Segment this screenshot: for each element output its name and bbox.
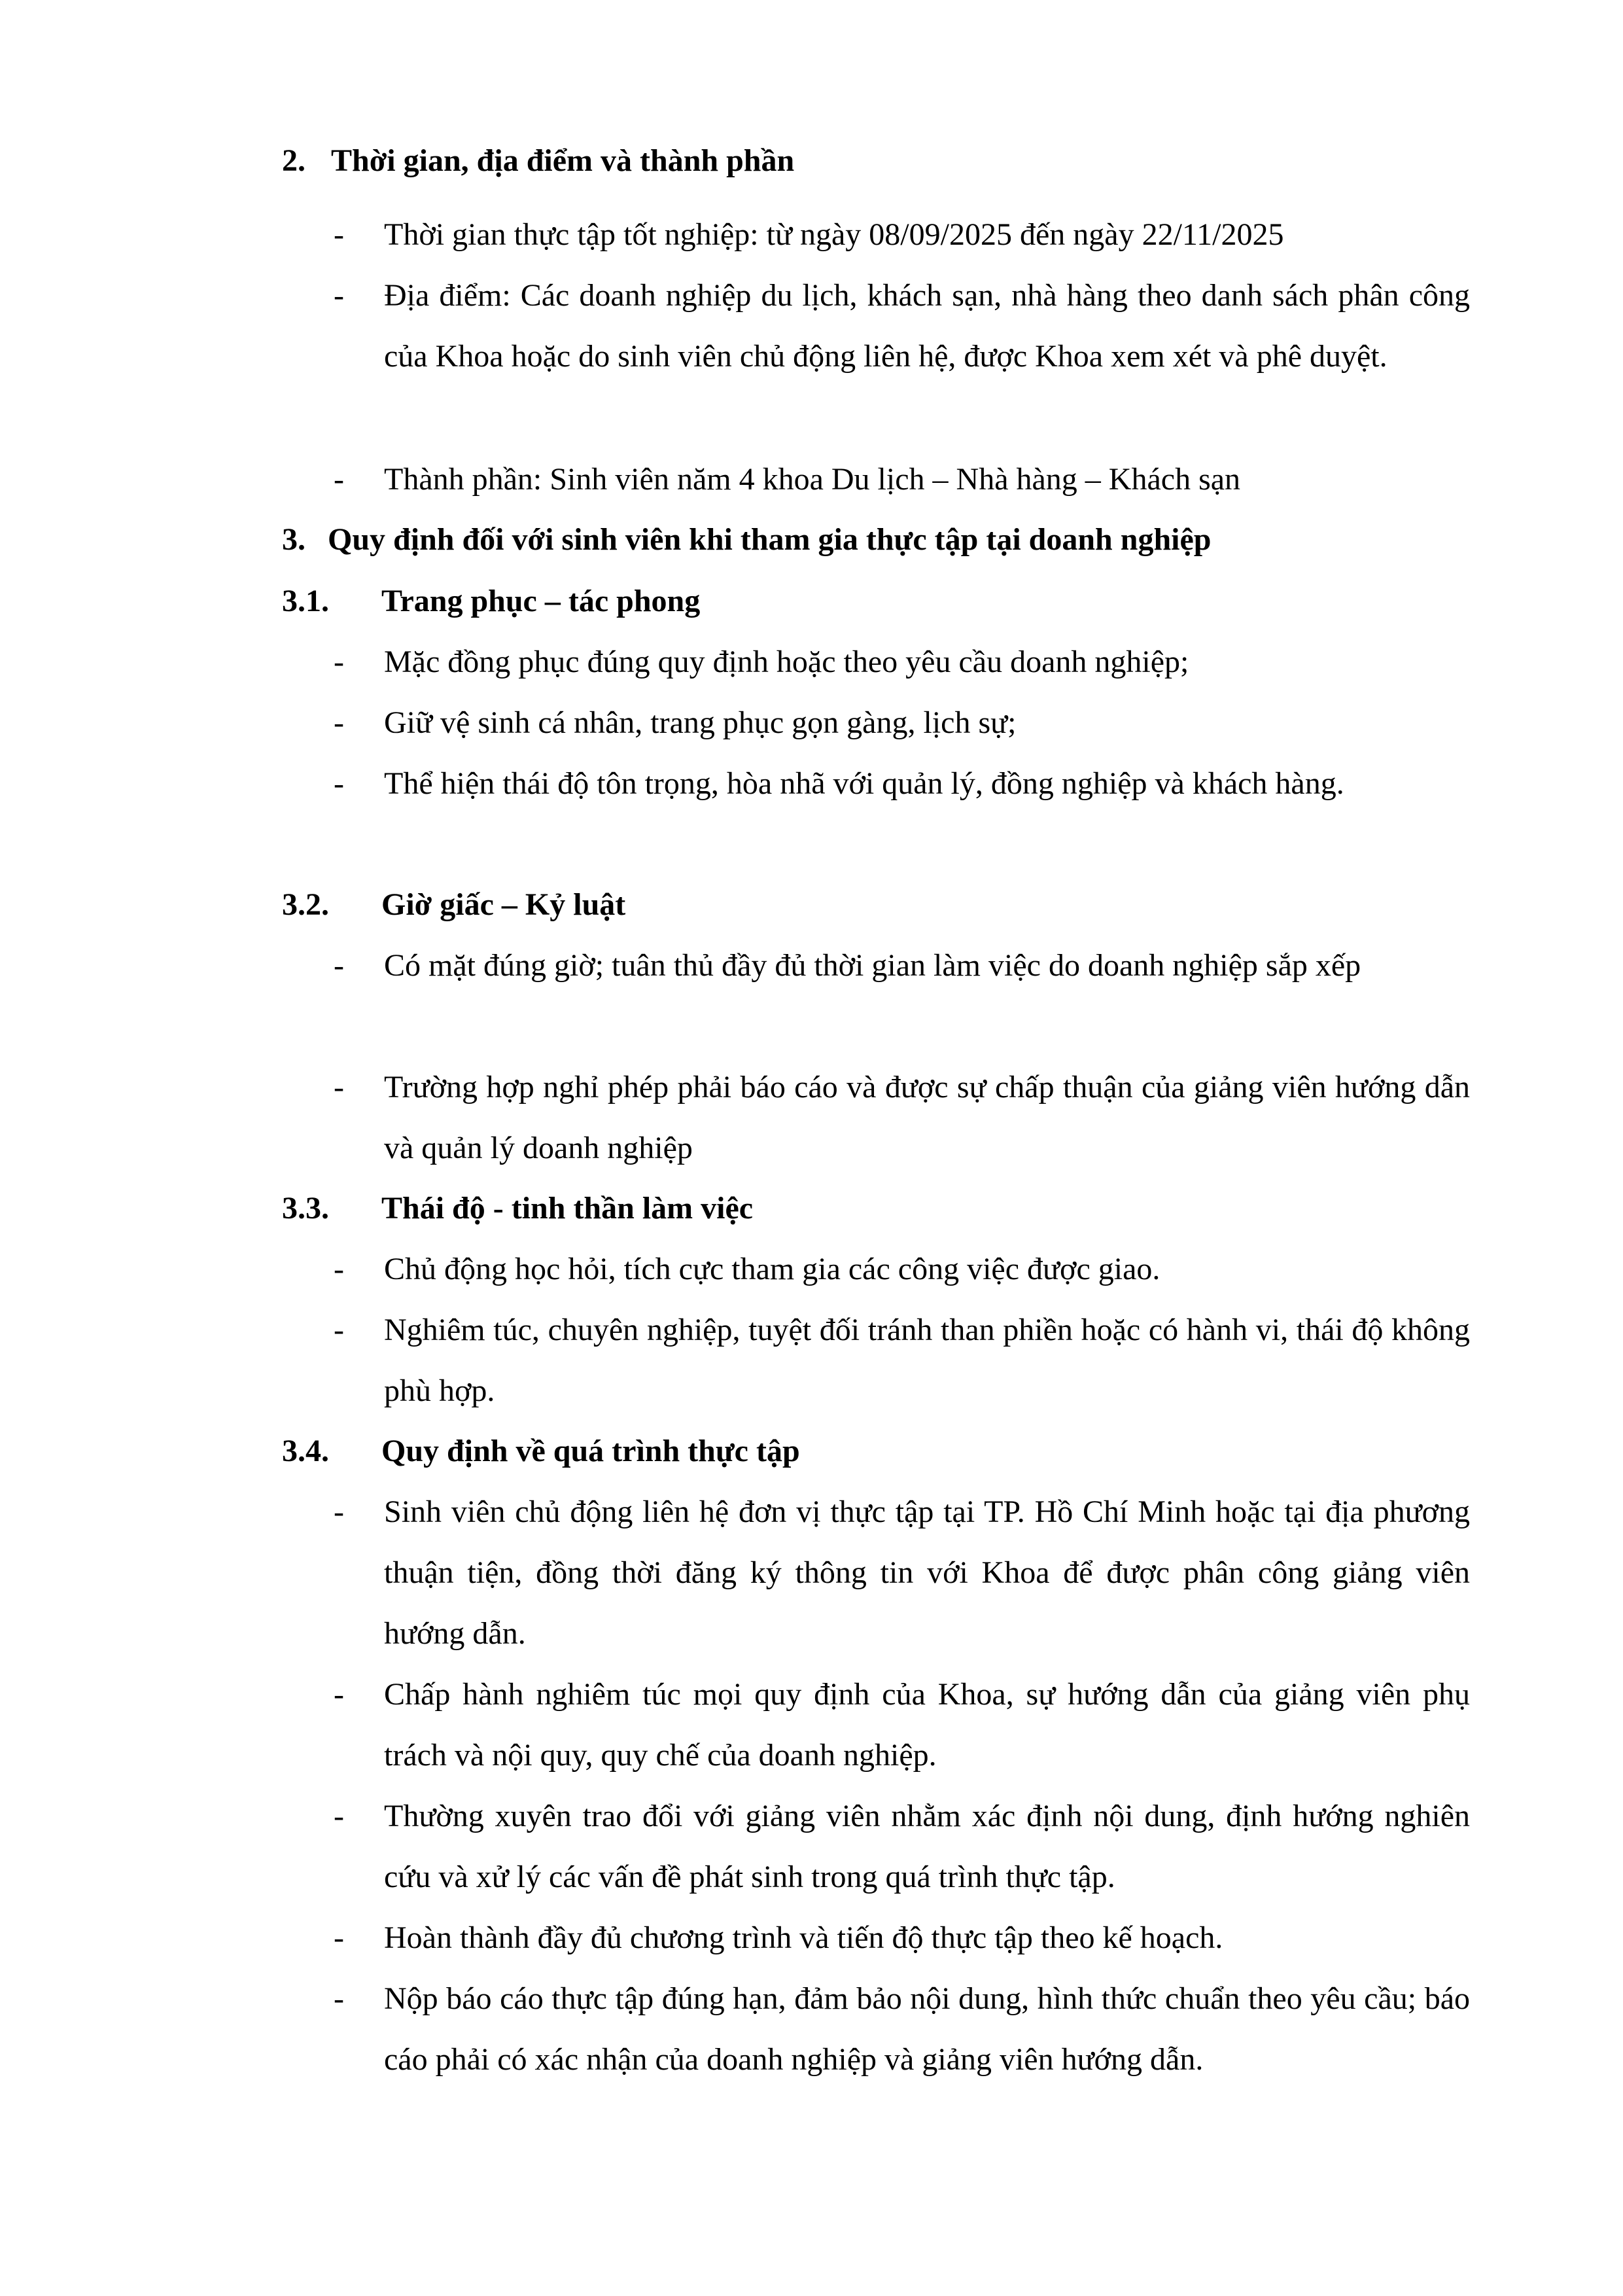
bullet-dash: -	[334, 1313, 344, 1347]
list-item-text: Sinh viên chủ động liên hệ đơn vị thực tập tại TP. Hồ Chí Minh hoặc tại địa phương thuận tiện, đồng thời đăng ký thông tin với Khoa để được phân công giảng viên hướng dẫn.	[384, 1494, 1470, 1651]
bullet-dash: -	[334, 1070, 344, 1104]
bullet-dash: -	[334, 766, 344, 801]
section-number: 3.	[282, 522, 305, 557]
section-title: Quy định đối với sinh viên khi tham gia thực tập tại doanh nghiệp	[328, 522, 1212, 557]
bullet-dash: -	[334, 278, 344, 313]
list-item-text: Có mặt đúng giờ; tuân thủ đầy đủ thời gian làm việc do doanh nghiệp sắp xếp	[384, 948, 1361, 983]
bullet-dash: -	[334, 1252, 344, 1286]
bullet-dash: -	[334, 1494, 344, 1529]
bullet-dash: -	[334, 217, 344, 252]
bullet-dash: -	[334, 948, 344, 983]
subsection-title: Giờ giấc – Kỷ luật	[381, 887, 626, 922]
list-item-text: Nghiêm túc, chuyên nghiệp, tuyệt đối tránh than phiền hoặc có hành vi, thái độ không phù hợp.	[384, 1313, 1470, 1408]
list-item-text: Chấp hành nghiêm túc mọi quy định của Khoa, sự hướng dẫn của giảng viên phụ trách và nội quy, quy chế của doanh nghiệp.	[384, 1677, 1470, 1773]
subsection-number: 3.4.	[282, 1434, 329, 1468]
list-item-text: Thể hiện thái độ tôn trọng, hòa nhã với quản lý, đồng nghiệp và khách hàng.	[384, 766, 1344, 801]
subsection-number: 3.1.	[282, 584, 329, 618]
subsection-number: 3.3.	[282, 1191, 329, 1226]
list-item-text: Địa điểm: Các doanh nghiệp du lịch, khách sạn, nhà hàng theo danh sách phân công của Khoa hoặc do sinh viên chủ động liên hệ, được Khoa xem xét và phê duyệt.	[384, 278, 1470, 374]
list-item-text: Giữ vệ sinh cá nhân, trang phục gọn gàng, lịch sự;	[384, 705, 1017, 740]
list-item-text: Nộp báo cáo thực tập đúng hạn, đảm bảo nội dung, hình thức chuẩn theo yêu cầu; báo cáo phải có xác nhận của doanh nghiệp và giảng viên hướng dẫn.	[384, 1981, 1470, 2077]
list-item-text: Trường hợp nghỉ phép phải báo cáo và được sự chấp thuận của giảng viên hướng dẫn và quản lý doanh nghiệp	[384, 1070, 1470, 1165]
subsection-title: Thái độ - tinh thần làm việc	[381, 1191, 754, 1226]
bullet-dash: -	[334, 1981, 344, 2016]
section-title: Thời gian, địa điểm và thành phần	[331, 143, 795, 178]
bullet-dash: -	[334, 1677, 344, 1712]
bullet-dash: -	[334, 645, 344, 679]
subsection-title: Quy định về quá trình thực tập	[381, 1434, 800, 1468]
list-item-text: Hoàn thành đầy đủ chương trình và tiến độ thực tập theo kế hoạch.	[384, 1920, 1223, 1955]
subsection-title: Trang phục – tác phong	[381, 584, 701, 618]
bullet-dash: -	[334, 1799, 344, 1833]
section-number: 2.	[282, 143, 305, 178]
subsection-number: 3.2.	[282, 887, 329, 922]
list-item-text: Thường xuyên trao đổi với giảng viên nhằm xác định nội dung, định hướng nghiên cứu và xử lý các vấn đề phát sinh trong quá trình thực tập.	[384, 1799, 1470, 1894]
bullet-dash: -	[334, 705, 344, 740]
list-item-text: Thành phần: Sinh viên năm 4 khoa Du lịch – Nhà hàng – Khách sạn	[384, 462, 1241, 497]
list-item-text: Chủ động học hỏi, tích cực tham gia các công việc được giao.	[384, 1252, 1161, 1286]
list-item-text: Mặc đồng phục đúng quy định hoặc theo yêu cầu doanh nghiệp;	[384, 645, 1189, 679]
list-item-text: Thời gian thực tập tốt nghiệp: từ ngày 08/09/2025 đến ngày 22/11/2025	[384, 217, 1284, 252]
bullet-dash: -	[334, 1920, 344, 1955]
bullet-dash: -	[334, 462, 344, 497]
